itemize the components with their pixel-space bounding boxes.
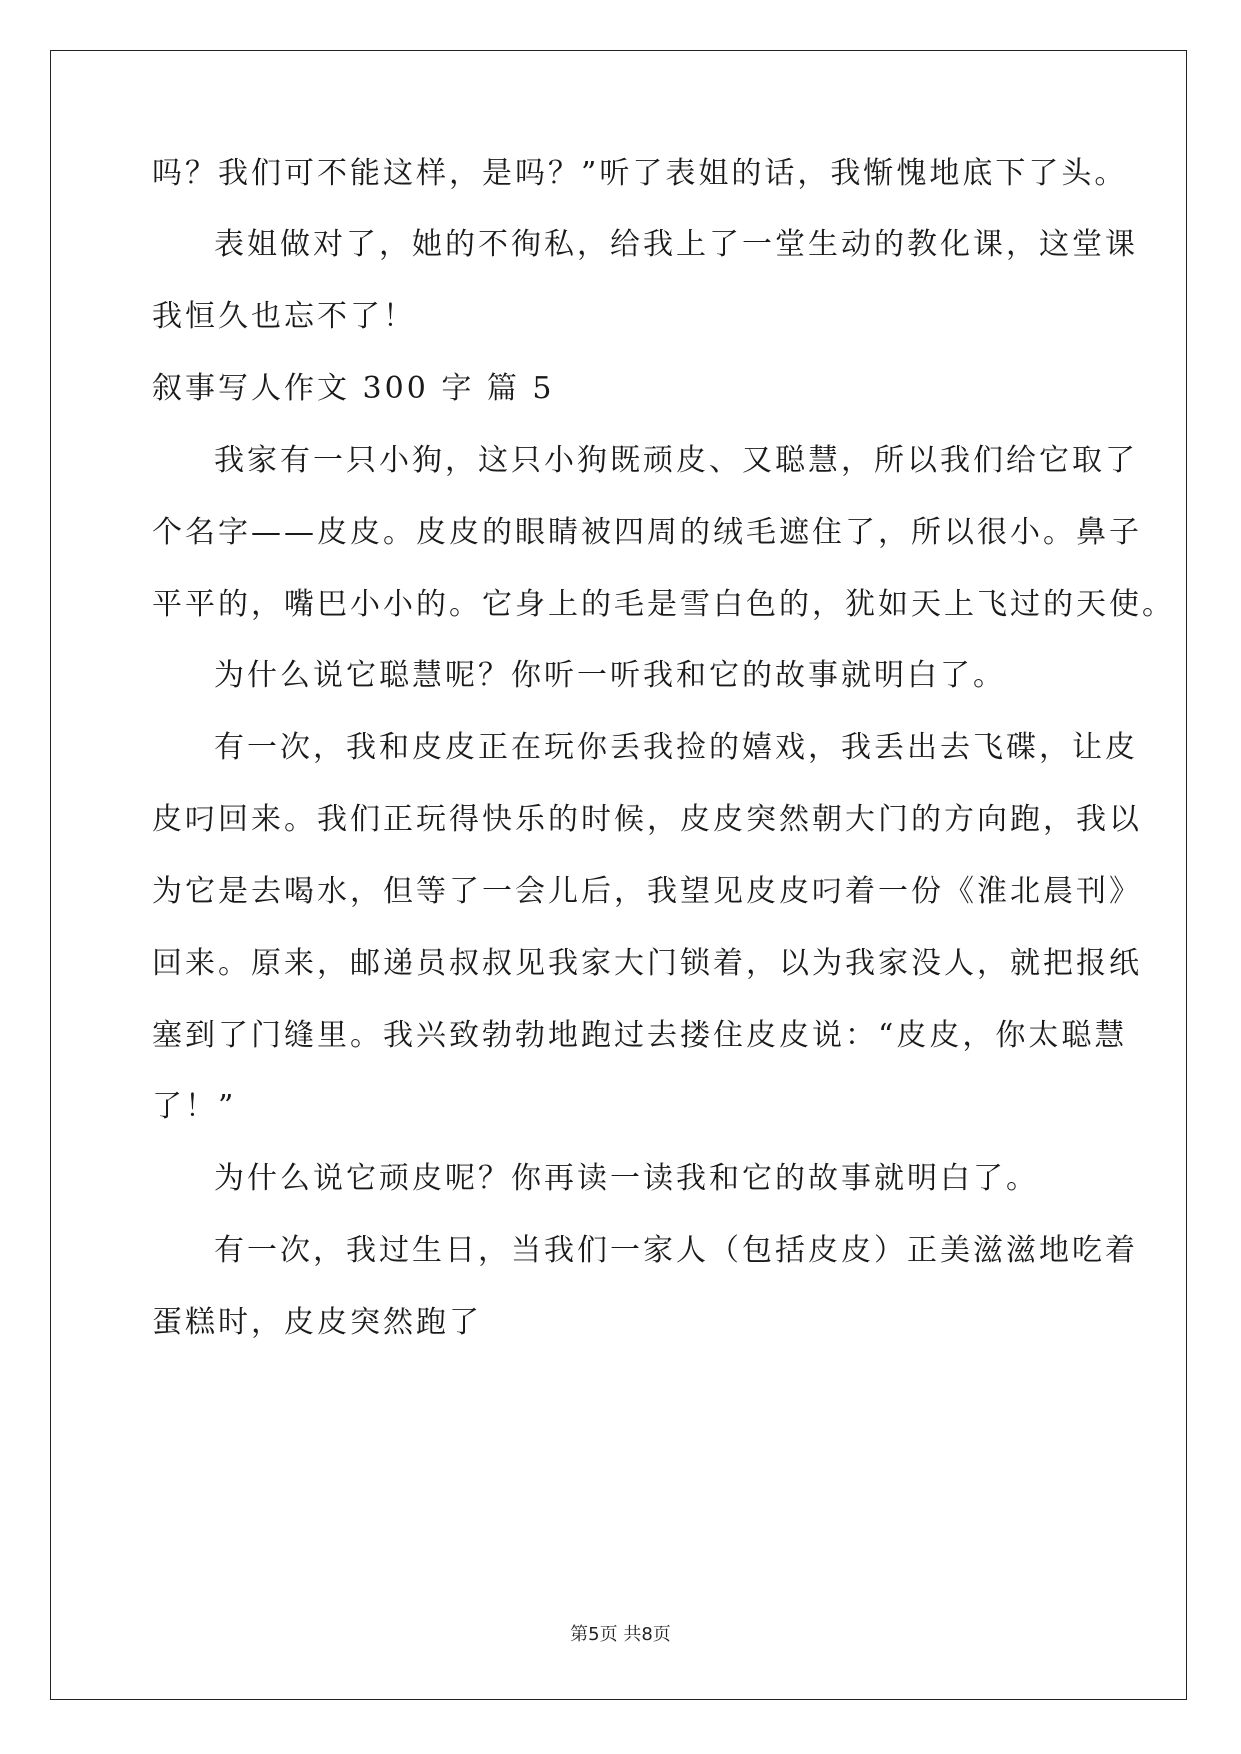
paragraph-start: 有一次，我和皮皮正在玩你丢我捡的嬉戏，我丢出去飞碟，让皮 [214, 730, 1138, 765]
text-line: 皮叼回来。我们正玩得快乐的时候，皮皮突然朝大门的方向跑，我以 [152, 802, 1142, 837]
text-line: 平平的，嘴巴小小的。它身上的毛是雪白色的，犹如天上飞过的天使。 [152, 587, 1175, 622]
text-line: 了！” [152, 1089, 237, 1124]
paragraph-start: 为什么说它顽皮呢？你再读一读我和它的故事就明白了。 [214, 1161, 1039, 1196]
text-line: 为它是去喝水，但等了一会儿后，我望见皮皮叼着一份《淮北晨刊》 [152, 874, 1142, 909]
paragraph-start: 我家有一只小狗，这只小狗既顽皮、又聪慧，所以我们给它取了 [214, 443, 1138, 478]
paragraph-start: 为什么说它聪慧呢？你听一听我和它的故事就明白了。 [214, 658, 1006, 693]
text-line: 回来。原来，邮递员叔叔见我家大门锁着，以为我家没人，就把报纸 [152, 946, 1142, 981]
paragraph-start: 有一次，我过生日，当我们一家人（包括皮皮）正美滋滋地吃着 [214, 1233, 1138, 1268]
text-line: 吗？我们可不能这样，是吗？”听了表姐的话，我惭愧地底下了头。 [152, 156, 1128, 191]
page-number: 第5页 共8页 [570, 1624, 671, 1645]
text-line: 蛋糕时，皮皮突然跑了 [152, 1305, 482, 1340]
text-line: 我恒久也忘不了！ [152, 299, 416, 334]
text-line: 个名字——皮皮。皮皮的眼睛被四周的绒毛遮住了，所以很小。鼻子 [152, 515, 1142, 550]
paragraph-start: 表姐做对了，她的不徇私，给我上了一堂生动的教化课，这堂课 [214, 227, 1138, 262]
section-heading: 叙事写人作文 300 字 篇 5 [152, 371, 555, 406]
text-line: 塞到了门缝里。我兴致勃勃地跑过去搂住皮皮说：“皮皮，你太聪慧 [152, 1018, 1128, 1053]
